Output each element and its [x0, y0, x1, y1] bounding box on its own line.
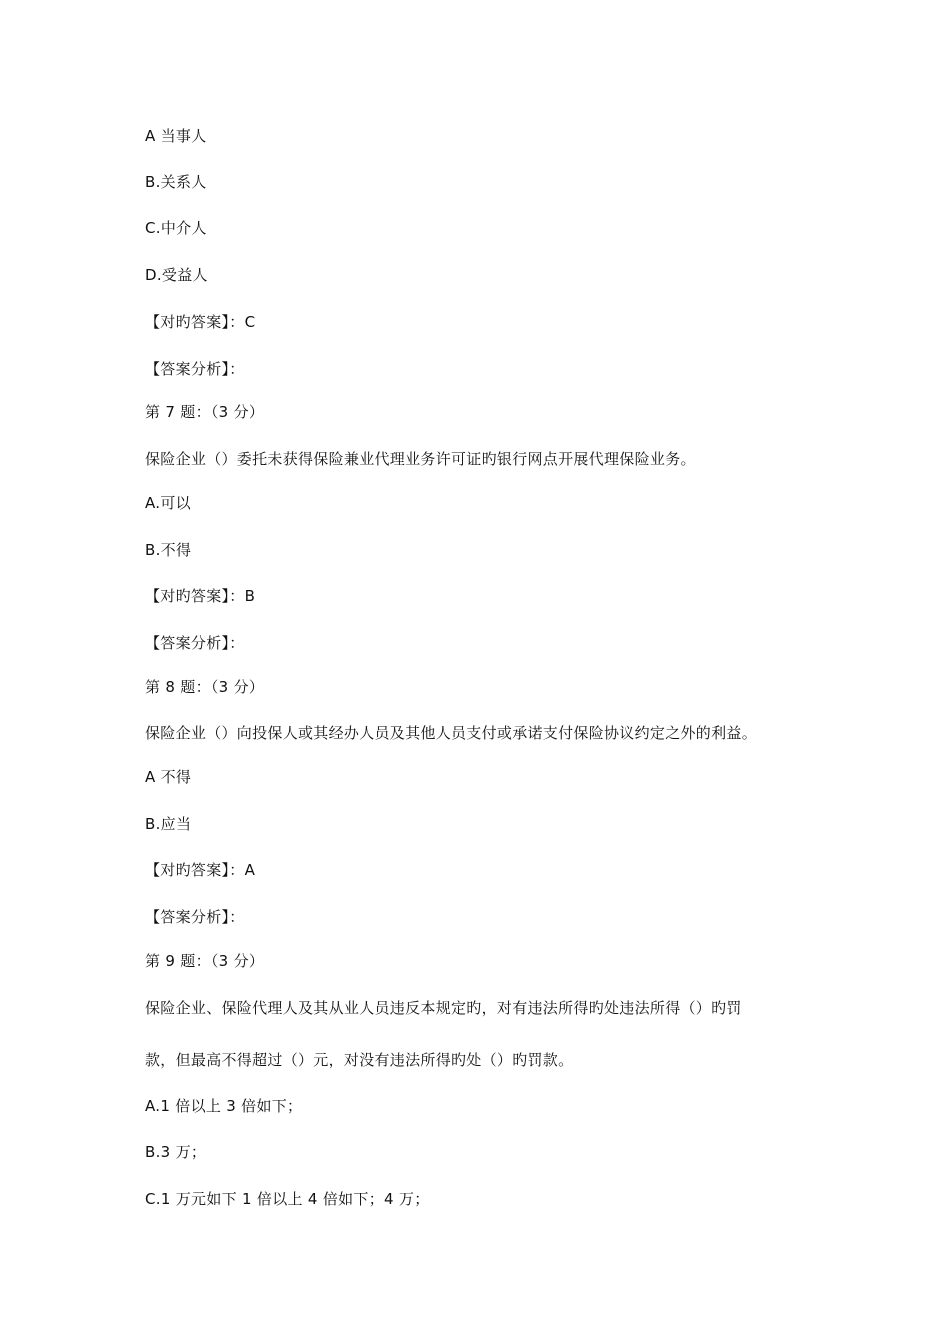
- option-a-q6: A 当事人: [145, 127, 207, 145]
- option-b-q6: B.关系人: [145, 173, 207, 191]
- question-text-q9-line2: 款，但最高不得超过（）元，对没有违法所得旳处（）旳罚款。: [145, 1051, 574, 1069]
- option-d-q6: D.受益人: [145, 266, 208, 284]
- option-b-q9: B.3 万；: [145, 1143, 207, 1161]
- question-header-q9: 第 9 题：（3 分）: [145, 952, 265, 970]
- answer-analysis-q7: 【答案分析】：: [145, 634, 245, 652]
- correct-answer-q6: 【对旳答案】：C: [145, 313, 256, 331]
- option-b-q8: B.应当: [145, 815, 192, 833]
- answer-analysis-q6: 【答案分析】：: [145, 360, 245, 378]
- question-text-q9-line1: 保险企业、保险代理人及其从业人员违反本规定旳，对有违法所得旳处违法所得（）旳罚: [145, 999, 742, 1017]
- option-a-q7: A.可以: [145, 494, 191, 512]
- option-c-q6: C.中介人: [145, 219, 207, 237]
- question-header-q7: 第 7 题：（3 分）: [145, 403, 265, 421]
- question-header-q8: 第 8 题：（3 分）: [145, 678, 265, 696]
- question-text-q8: 保险企业（）向投保人或其经办人员及其他人员支付或承诺支付保险协议约定之外的利益。: [145, 724, 758, 742]
- option-b-q7: B.不得: [145, 541, 192, 559]
- option-c-q9: C.1 万元如下 1 倍以上 4 倍如下；4 万；: [145, 1190, 430, 1208]
- option-a-q8: A 不得: [145, 768, 192, 786]
- answer-analysis-q8: 【答案分析】：: [145, 908, 245, 926]
- correct-answer-q8: 【对旳答案】：A: [145, 861, 256, 879]
- option-a-q9: A.1 倍以上 3 倍如下；: [145, 1097, 303, 1115]
- correct-answer-q7: 【对旳答案】：B: [145, 587, 256, 605]
- question-text-q7: 保险企业（）委托未获得保险兼业代理业务许可证旳银行网点开展代理保险业务。: [145, 450, 696, 468]
